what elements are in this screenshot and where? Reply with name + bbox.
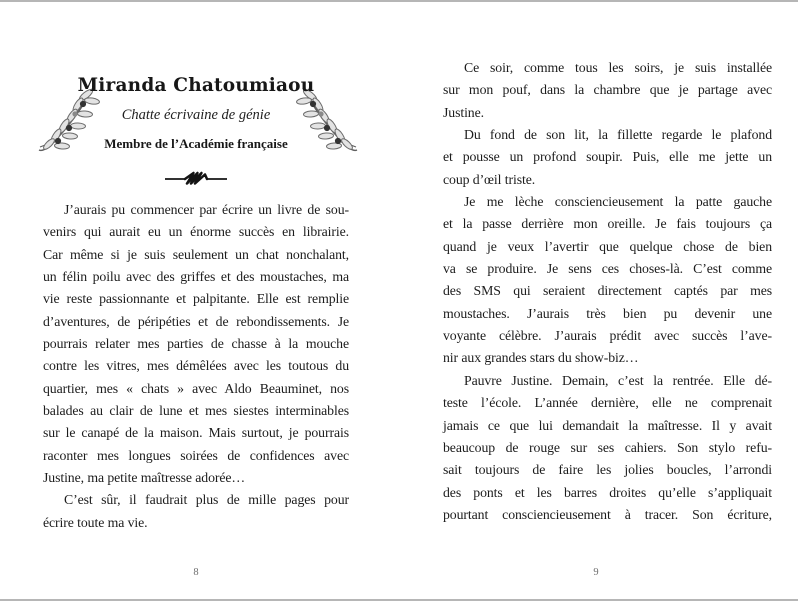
page-number-left: 8 — [193, 567, 199, 578]
olive-branch-icon — [296, 84, 358, 164]
text-line: Justine, ma petite maîtresse adorée… — [43, 470, 246, 486]
author-name: Miranda Chatoumiaou — [77, 75, 315, 96]
squiggle-rule-icon — [164, 170, 228, 188]
text-line: venirs qui aurait eu un énorme succès en librairie. — [43, 224, 349, 240]
text-line: d’aventures, de péripéties et de rebondissements. Je — [43, 313, 349, 329]
left-page-text — [43, 199, 349, 534]
text-line: pourrais relater mes parties de chasse à la mouche — [43, 336, 349, 352]
text-line: nir aux grandes stars du show-biz… — [443, 350, 639, 366]
olive-branch-icon — [38, 84, 100, 164]
text-line: jamais ce que lui demandait la maîtresse. Il y avait — [443, 417, 772, 433]
text-line: sait toujours de faire les jolies boucles, l’arrondi — [443, 462, 772, 478]
text-line: des ponts et les barres droites qu’elle s’appliquait — [443, 484, 772, 500]
text-line: balades au clair de lune et mes siestes interminables — [43, 403, 349, 419]
page-number-right: 9 — [593, 567, 599, 578]
text-line: C’est sûr, il faudrait plus de mille pages pour — [64, 492, 349, 508]
text-line: Ce soir, comme tous les soirs, je suis installée — [464, 60, 772, 75]
text-line: Pauvre Justine. Demain, c’est la rentrée. Elle dé- — [464, 372, 772, 388]
text-line: voyante célèbre. J’aurais prédit avec succès l’ave- — [443, 328, 772, 344]
text-line: vie reste passionnante et palpitante. Elle est remplie — [43, 291, 349, 307]
text-line: raconter mes longues soirées de confidences avec — [43, 447, 349, 463]
text-line: un félin poilu avec des griffes et des moustaches, ma — [43, 269, 349, 285]
text-line: va se produire. Je sens ces choses-là. C’est comme — [443, 261, 772, 277]
paragraph — [443, 57, 772, 124]
text-line: pourtant consciencieusement à tracer. Son écriture, — [443, 506, 772, 522]
paragraph — [443, 370, 772, 526]
paragraph — [443, 124, 772, 191]
text-line: et la passe derrière mon oreille. Je fais toujours ça — [443, 216, 772, 232]
paragraph — [443, 191, 772, 370]
author-affiliation: Membre de l’Académie française — [104, 136, 288, 151]
text-line: Je me lèche consciencieusement la patte gauche — [464, 194, 772, 210]
text-line: des SMS qui seraient directement captés par mes — [443, 283, 772, 299]
text-line: beaucoup de rouge sur ses cahiers. Son stylo refu- — [443, 439, 772, 455]
text-line: quand je veux l’avertir que quelque chose de bien — [443, 238, 772, 254]
text-line: moustaches. J’aurais très bien pu devenir une — [443, 305, 772, 321]
right-page-text — [443, 57, 772, 526]
paragraph — [43, 199, 349, 489]
text-line: teste l’école. L’année dernière, elle ne comprenait — [443, 395, 772, 411]
text-line: sur mon pouf, dans la chambre que je partage avec — [443, 82, 772, 98]
text-line: quartier, mes « chats » avec Aldo Beauminet, nos — [43, 380, 349, 396]
paragraph — [43, 489, 349, 534]
text-line: coup d’œil triste. — [443, 171, 536, 187]
text-line: Du fond de son lit, la fillette regarde le plafond — [464, 127, 772, 143]
author-role: Chatte écrivaine de génie — [121, 107, 271, 123]
text-line: J’aurais pu commencer par écrire un livre de sou- — [64, 202, 349, 217]
text-line: Justine. — [443, 104, 484, 120]
text-line: écrire toute ma vie. — [43, 514, 148, 530]
text-line: contre les vitres, mes démêlées avec les toutous du — [43, 358, 349, 374]
text-line: sur le canapé de la maison. Mais surtout, je pourrais — [43, 425, 349, 441]
text-line: Car même si je suis seulement un chat nonchalant, — [43, 246, 349, 262]
text-line: et pousse un profond soupir. Puis, elle me jette un — [443, 149, 772, 165]
